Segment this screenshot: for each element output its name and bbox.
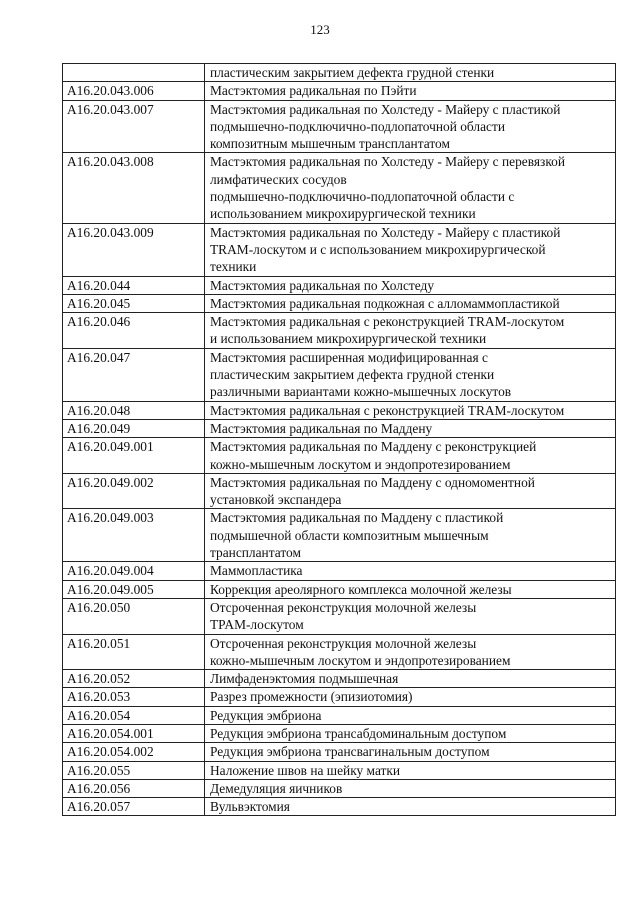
procedure-name: [205, 153, 616, 223]
table-row: [63, 473, 616, 509]
procedure-name: [205, 348, 616, 401]
procedure-name: [205, 670, 616, 688]
procedure-name-line: Мастэктомия радикальная подкожная с алломаммопластикой: [210, 295, 560, 311]
procedure-name-line: техники: [210, 259, 257, 275]
table-row: [63, 82, 616, 100]
procedure-code: A16.20.051: [63, 634, 205, 670]
procedure-name-line: Отсроченная реконструкция молочной железы: [210, 635, 477, 651]
table-row: [63, 153, 616, 223]
procedure-code: A16.20.043.006: [63, 82, 205, 100]
table-row: [63, 438, 616, 474]
procedure-name-line: Мастэктомия радикальная по Маддену с пластикой: [210, 510, 504, 526]
procedure-name-line: использованием микрохирургической техники: [210, 206, 476, 222]
procedure-name: [205, 64, 616, 82]
procedure-code: A16.20.048: [63, 401, 205, 419]
procedure-code: A16.20.054: [63, 706, 205, 724]
table-row: [63, 100, 616, 153]
procedure-name-line: Разрез промежности (эпизиотомия): [210, 689, 413, 705]
table-row: [63, 294, 616, 312]
procedure-code: A16.20.043.007: [63, 100, 205, 153]
procedure-name: [205, 634, 616, 670]
procedure-name-line: Мастэктомия расширенная модифицированная с: [210, 349, 488, 365]
procedure-name-line: Демедуляция яичников: [210, 780, 343, 796]
procedure-name-line: Мастэктомия радикальная по Маддену: [210, 420, 433, 436]
page-number: 123: [310, 22, 330, 37]
table-row: [63, 743, 616, 761]
procedure-name: [205, 276, 616, 294]
table-row: [63, 634, 616, 670]
procedure-name-line: Редукция эмбриона трансвагинальным доступом: [210, 744, 490, 760]
procedure-code-table: [62, 63, 616, 816]
procedure-name-line: подмышечно-подключично-подлопаточной области с: [210, 189, 515, 205]
procedure-name-line: различными вариантами кожно-мышечных лоскутов: [210, 384, 512, 400]
procedure-name: [205, 313, 616, 349]
table-row: [63, 779, 616, 797]
procedure-name: [205, 598, 616, 634]
procedure-name: [205, 509, 616, 562]
procedure-name-line: кожно-мышечным лоскутом и эндопротезированием: [210, 652, 511, 668]
table-row: [63, 670, 616, 688]
table-row: [63, 419, 616, 437]
procedure-name-line: Наложение швов на шейку матки: [210, 762, 401, 778]
table-row: [63, 598, 616, 634]
procedure-name: [205, 562, 616, 580]
table-row: [63, 580, 616, 598]
procedure-name: [205, 798, 616, 816]
procedure-code: A16.20.046: [63, 313, 205, 349]
procedure-name-line: подмышечной области композитным мышечным: [210, 527, 489, 543]
procedure-name-line: Лимфаденэктомия подмышечная: [210, 671, 399, 687]
procedure-code: A16.20.047: [63, 348, 205, 401]
procedure-name-line: Мастэктомия радикальная с реконструкцией TRAM-лоскутом: [210, 314, 565, 330]
procedure-name: [205, 779, 616, 797]
table-row: [63, 798, 616, 816]
procedure-name-line: Мастэктомия радикальная по Холстеду - Майеру с перевязкой: [210, 154, 566, 170]
procedure-name-line: Мастэктомия радикальная по Маддену с реконструкцией: [210, 439, 537, 455]
procedure-name-line: TRAM-лоскутом и с использованием микрохирургической: [210, 241, 546, 257]
procedure-name: [205, 223, 616, 276]
procedure-name-line: и использованием микрохирургической техники: [210, 331, 487, 347]
procedure-name: [205, 761, 616, 779]
procedure-name: [205, 473, 616, 509]
procedure-name-line: Коррекция ареолярного комплекса молочной железы: [210, 581, 512, 597]
procedure-code: [63, 64, 205, 82]
procedure-name: [205, 580, 616, 598]
table-row: [63, 223, 616, 276]
procedure-code: A16.20.049: [63, 419, 205, 437]
procedure-name-line: Вульвэктомия: [210, 799, 290, 815]
procedure-code: A16.20.043.008: [63, 153, 205, 223]
procedure-code: A16.20.054.002: [63, 743, 205, 761]
procedure-name-line: композитным мышечным трансплантатом: [210, 136, 450, 152]
procedure-name: [205, 724, 616, 742]
procedure-code: A16.20.045: [63, 294, 205, 312]
procedure-code: A16.20.049.003: [63, 509, 205, 562]
table-row: [63, 348, 616, 401]
procedure-name-line: лимфатических сосудов: [210, 171, 347, 187]
table-row: [63, 562, 616, 580]
procedure-name-line: Мастэктомия радикальная по Холстеду - Майеру с пластикой: [210, 224, 561, 240]
table-row: [63, 276, 616, 294]
procedure-code: A16.20.052: [63, 670, 205, 688]
procedure-name-line: Отсроченная реконструкция молочной железы: [210, 599, 477, 615]
procedure-code: A16.20.056: [63, 779, 205, 797]
procedure-name-line: TPAM-лоскутом: [210, 617, 304, 633]
table-row: [63, 761, 616, 779]
procedure-code: A16.20.049.004: [63, 562, 205, 580]
procedure-code: A16.20.050: [63, 598, 205, 634]
table-row: [63, 724, 616, 742]
table-body: [63, 64, 616, 816]
table-row: [63, 706, 616, 724]
table-row: [63, 509, 616, 562]
table-row: [63, 688, 616, 706]
procedure-name: [205, 419, 616, 437]
procedure-code: A16.20.057: [63, 798, 205, 816]
procedure-code: A16.20.044: [63, 276, 205, 294]
procedure-name-line: трансплантатом: [210, 545, 301, 561]
procedure-name-line: пластическим закрытием дефекта грудной стенки: [210, 65, 495, 80]
procedure-name: [205, 688, 616, 706]
procedure-name: [205, 438, 616, 474]
procedure-name-line: Мастэктомия радикальная по Маддену с одномоментной: [210, 474, 535, 490]
procedure-name: [205, 401, 616, 419]
table-row: [63, 313, 616, 349]
procedure-name-line: подмышечно-подключично-подлопаточной области: [210, 118, 505, 134]
procedure-name-line: кожно-мышечным лоскутом и эндопротезированием: [210, 456, 511, 472]
procedure-code: A16.20.043.009: [63, 223, 205, 276]
procedure-code: A16.20.049.001: [63, 438, 205, 474]
procedure-name-line: пластическим закрытием дефекта грудной стенки: [210, 367, 495, 383]
procedure-name: [205, 294, 616, 312]
table-row: [63, 401, 616, 419]
procedure-name: [205, 100, 616, 153]
procedure-name-line: Мастэктомия радикальная с реконструкцией TRAM-лоскутом: [210, 402, 565, 418]
procedure-name-line: Редукция эмбриона: [210, 707, 322, 723]
procedure-code: A16.20.049.005: [63, 580, 205, 598]
procedure-name-line: Редукция эмбриона трансабдоминальным доступом: [210, 725, 507, 741]
procedure-name-line: Мастэктомия радикальная по Холстеду - Майеру с пластикой: [210, 101, 561, 117]
procedure-code: A16.20.055: [63, 761, 205, 779]
procedure-name-line: Мастэктомия радикальная по Холстеду: [210, 277, 435, 293]
procedure-name: [205, 706, 616, 724]
procedure-code: A16.20.049.002: [63, 473, 205, 509]
procedure-code: A16.20.053: [63, 688, 205, 706]
procedure-name: [205, 743, 616, 761]
table-row: [63, 64, 616, 82]
procedure-name-line: установкой экспандера: [210, 492, 342, 508]
procedure-name: [205, 82, 616, 100]
procedure-code: A16.20.054.001: [63, 724, 205, 742]
procedure-name-line: Мастэктомия радикальная по Пэйти: [210, 83, 417, 99]
procedure-name-line: Маммопластика: [210, 563, 303, 579]
